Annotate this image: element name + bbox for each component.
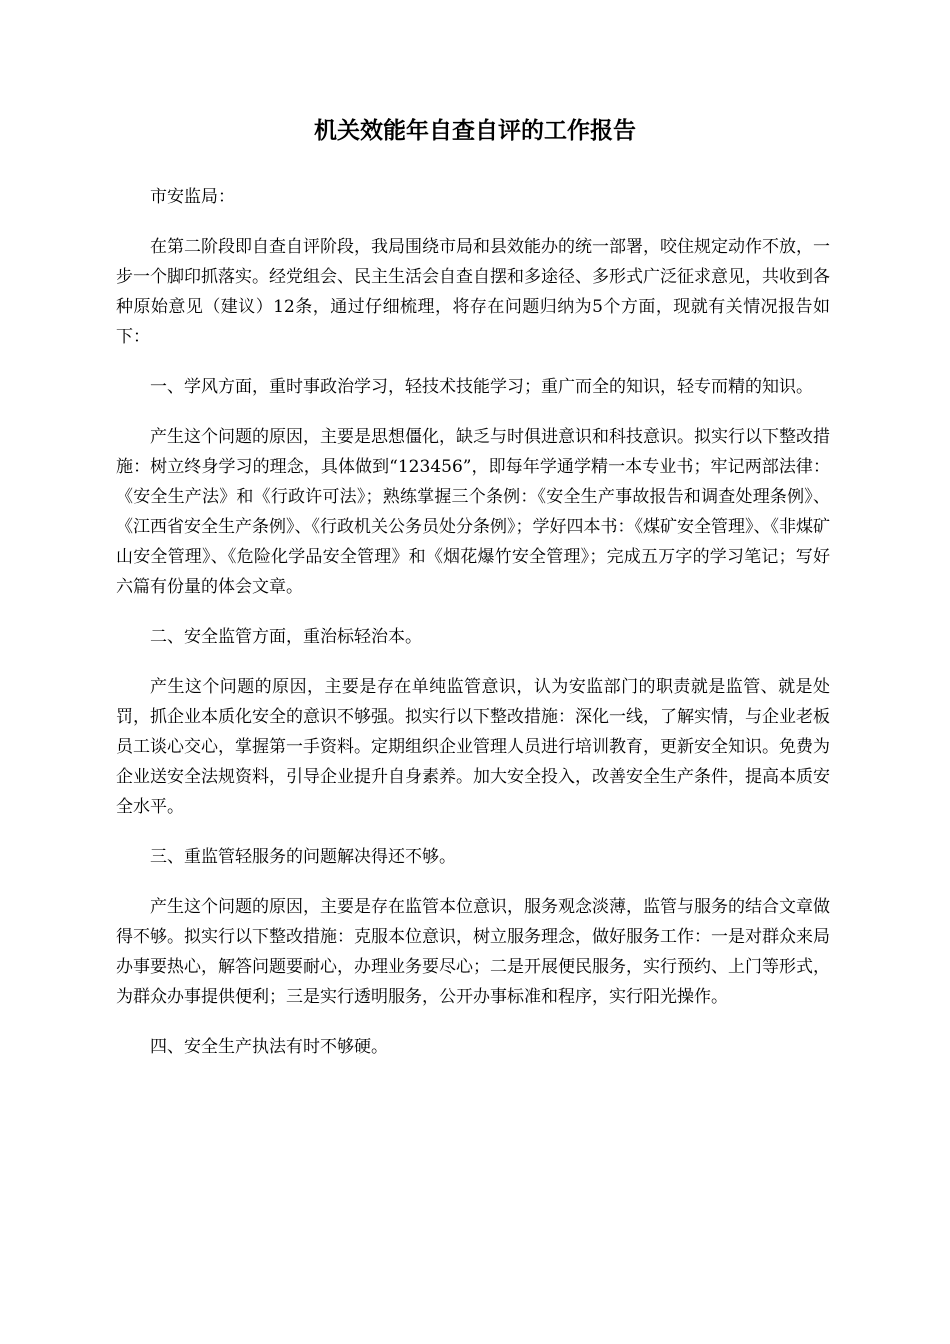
paragraph-analysis-3: 产生这个问题的原因，主要是存在监管本位意识，服务观念淡薄，监管与服务的结合文章做得不够。拟实行以下整改措施：克服本位意识，树立服务理念，做好服务工作：一是对群众来局办事要热心，解答问题要耐心，办理业务要尽心；二是开展便民服务，实行预约、上门等形式，为群众办事提供便利；三是实行透明服务，公开办事标准和程序，实行阳光操作。 bbox=[116, 897, 830, 1007]
paragraph-analysis-1: 产生这个问题的原因，主要是思想僵化，缺乏与时俱进意识和科技意识。拟实行以下整改措施：树立终身学习的理念，具体做到“123456”，即每年学通学精一本专业书；牢记两部法律：《安全生产法》和《行政许可法》；熟练掌握三个条例：《安全生产事故报告和调查处理条例》、《江西省安全生产条例》、《行政机关公务员处分条例》；学好四本书：《煤矿安全管理》、《非煤矿山安全管理》、《危险化学品安全管理》和《烟花爆竹安全管理》；完成五万字的学习笔记；写好六篇有份量的体会文章。 bbox=[116, 427, 830, 597]
recipient-line: 市安监局： bbox=[150, 187, 235, 207]
paragraph-issue-2: 二、安全监管方面，重治标轻治本。 bbox=[150, 627, 422, 647]
document-title: 机关效能年自查自评的工作报告 bbox=[314, 118, 636, 144]
document-body bbox=[116, 182, 830, 1082]
paragraph-issue-1: 一、学风方面，重时事政治学习，轻技术技能学习；重广而全的知识，轻专而精的知识。 bbox=[150, 377, 813, 397]
paragraph-analysis-2: 产生这个问题的原因，主要是存在单纯监管意识，认为安监部门的职责就是监管、就是处罚，抓企业本质化安全的意识不够强。拟实行以下整改措施：深化一线，了解实情，与企业老板员工谈心交心，掌握第一手资料。定期组织企业管理人员进行培训教育，更新安全知识。免费为企业送安全法规资料，引导企业提升自身素养。加大安全投入，改善安全生产条件，提高本质安全水平。 bbox=[116, 677, 830, 817]
paragraph-intro: 在第二阶段即自查自评阶段，我局围绕市局和县效能办的统一部署，咬住规定动作不放，一步一个脚印抓落实。经党组会、民主生活会自查自摆和多途径、多形式广泛征求意见，共收到各种原始意见（建议）12条，通过仔细梳理，将存在问题归纳为5个方面，现就有关情况报告如下： bbox=[116, 237, 830, 347]
paragraph-issue-4: 四、安全生产执法有时不够硬。 bbox=[150, 1037, 388, 1057]
paragraph-issue-3: 三、重监管轻服务的问题解决得还不够。 bbox=[150, 847, 456, 867]
